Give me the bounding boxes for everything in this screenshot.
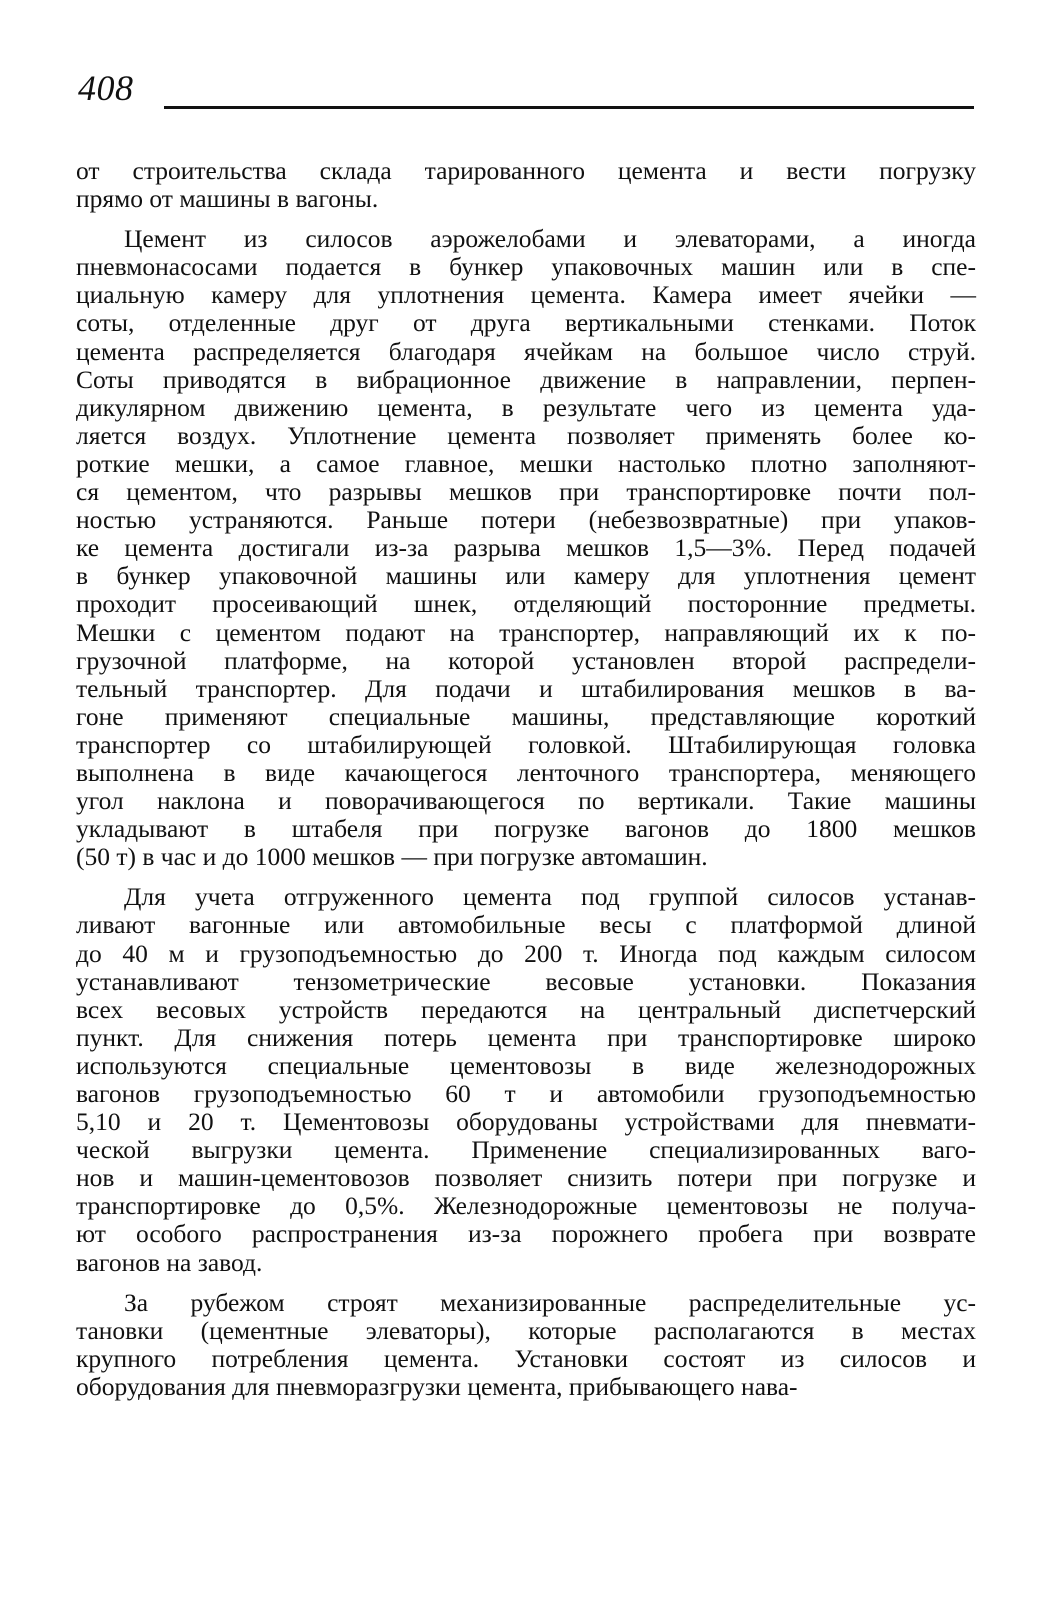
text-line: цемента распределяется благодаря ячейкам на большое число струй.: [76, 336, 976, 366]
text-line: ческой выгрузки цемента. Применение специализированных ваго-: [76, 1135, 976, 1165]
paragraph: [76, 1289, 976, 1401]
text-line: проходит просеивающий шнек, отделяющий посторонние предметы.: [76, 589, 976, 619]
text-line: используются специальные цементовозы в виде железнодорожных: [76, 1050, 976, 1080]
page-header: [78, 66, 974, 116]
text-line: грузочной платформе, на которой установлен второй распредели-: [76, 645, 976, 675]
text-line: ке цемента достигали из-за разрыва мешков 1,5—3%. Перед подачей: [76, 533, 976, 563]
text-line: тельный транспортер. Для подачи и штабилирования мешков в ва-: [76, 673, 976, 703]
text-line: Для учета отгруженного цемента под группой силосов устанав-: [124, 882, 976, 912]
text-line: Соты приводятся в вибрационное движение в направлении, перпен-: [76, 364, 976, 394]
text-line: Мешки с цементом подают на транспортер, направляющий их к по-: [76, 617, 976, 647]
text-line: вагонов на завод.: [76, 1247, 263, 1277]
text-line: 5,10 и 20 т. Цементовозы оборудованы устройствами для пневмати-: [76, 1107, 976, 1137]
text-line: устанавливают тензометрические весовые установки. Показания: [76, 966, 976, 996]
text-line: всех весовых устройств передаются на центральный диспетчерский: [76, 994, 976, 1024]
text-line: тановки (цементные элеваторы), которые располагаются в местах: [76, 1315, 976, 1345]
paragraph: [76, 883, 976, 1276]
text-line: в бункер упаковочной машины или камеру для уплотнения цемент: [76, 561, 976, 591]
paragraph: [76, 157, 976, 213]
text-line: от строительства склада тарированного цемента и вести погрузку: [76, 156, 976, 185]
text-line: нов и машин-цементовозов позволяет снизить потери при погрузке и: [76, 1163, 976, 1193]
text-line: прямо от машины в вагоны.: [76, 184, 379, 214]
text-line: угол наклона и поворачивающегося по вертикали. Такие машины: [76, 786, 976, 816]
paragraph: [76, 225, 976, 871]
text-line: транспортер со штабилирующей головкой. Штабилирующая головка: [76, 729, 976, 759]
text-line: пункт. Для снижения потерь цемента при транспортировке широко: [76, 1022, 976, 1052]
text-line: ют особого распространения из-за порожнего пробега при возврате: [76, 1219, 976, 1249]
text-line: ляется воздух. Уплотнение цемента позволяет применять более ко-: [76, 420, 976, 450]
text-line: вагонов грузоподъемностью 60 т и автомобили грузоподъемностью: [76, 1079, 976, 1108]
text-line: дикулярном движению цемента, в результате чего из цемента уда-: [76, 392, 976, 422]
paragraph-gap: [76, 1277, 976, 1289]
text-line: соты, отделенные друг от друга вертикальными стенками. Поток: [76, 308, 976, 338]
text-line: укладывают в штабеля при погрузке вагонов до 1800 мешков: [76, 814, 976, 844]
text-line: ся цементом, что разрывы мешков при транспортировке почти пол-: [76, 477, 976, 507]
text-line: оборудования для пневморазгрузки цемента, прибывающего нава-: [76, 1371, 798, 1401]
text-line: пневмонасосами подается в бункер упаковочных машин или в спе-: [76, 252, 976, 282]
text-line: выполнена в виде качающегося ленточного транспортера, меняющего: [76, 757, 976, 787]
text-line: транспортировке до 0,5%. Железнодорожные цементовозы не получа-: [76, 1191, 976, 1221]
text-line: Цемент из силосов аэрожелобами и элеваторами, а иногда: [124, 224, 976, 254]
text-line: до 40 м и грузоподъемностью до 200 т. Иногда под каждым силосом: [76, 938, 976, 968]
text-line: гоне применяют специальные машины, представляющие короткий: [76, 701, 976, 731]
text-line: ливают вагонные или автомобильные весы с платформой длиной: [76, 910, 976, 940]
header-rule: [164, 106, 974, 109]
text-line: крупного потребления цемента. Установки состоят из силосов и: [76, 1343, 976, 1373]
text-line: роткие мешки, а самое главное, мешки настолько плотно заполняют-: [76, 448, 976, 478]
text-line: За рубежом строят механизированные распределительные ус-: [124, 1287, 976, 1317]
text-line: (50 т) в час и до 1000 мешков — при погрузке автомашин.: [76, 842, 708, 872]
text-line: циальную камеру для уплотнения цемента. Камера имеет ячейки —: [76, 280, 976, 310]
text-line: ностью устраняются. Раньше потери (небезвозвратные) при упаков-: [76, 505, 976, 535]
body-text: [76, 157, 976, 1401]
page-number: 408: [78, 68, 134, 108]
